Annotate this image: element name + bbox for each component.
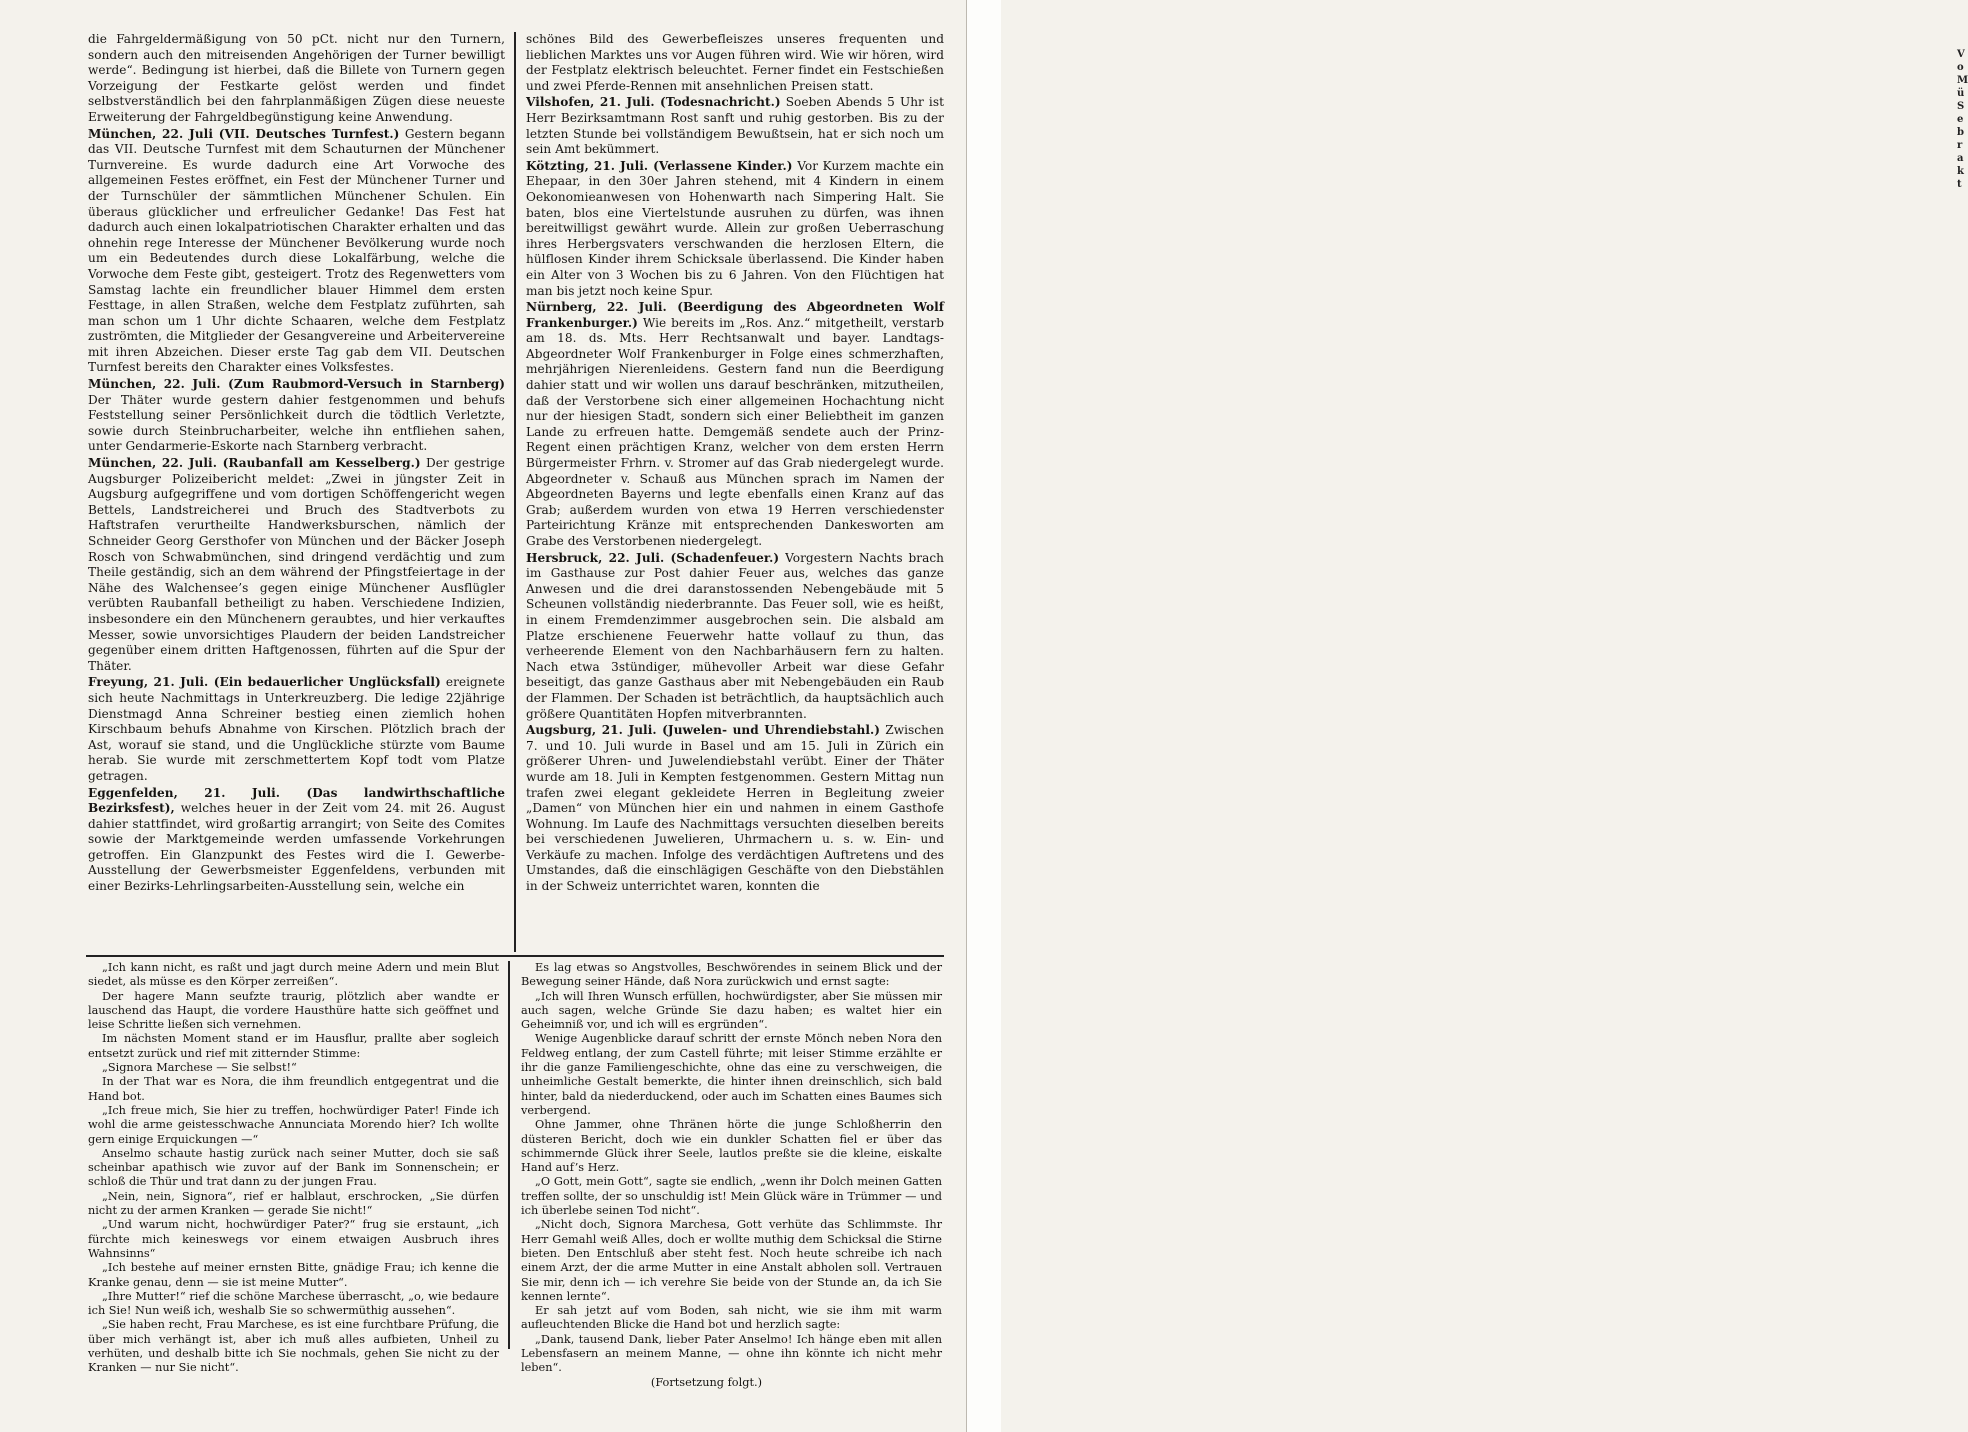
paragraph: „Ich freue mich, Sie hier zu treffen, hochwürdiger Pater! Finde ich wohl die arme geistesschwache Annunciata Morendo hier? Ich wollte gern einige Erquickungen —“ bbox=[88, 1103, 499, 1146]
paragraph: „Nicht doch, Signora Marchesa, Gott verhüte das Schlimmste. Ihr Herr Gemahl weiß Alles, doch er wollte muthig dem Schicksal die Stirne bieten. Den Entschluß aber steht fest. Noch heute schreibe ich nach einem Arzt, der die arme Mutter in eine Anstalt abholen soll. Vertrauen Sie mir, denn ich — ich verehre Sie beide von der Stunde an, da ich Sie kennen lernte“. bbox=[521, 1218, 942, 1303]
feuilleton-column-right bbox=[521, 961, 942, 1389]
paragraph: „Ich kann nicht, es raßt und jagt durch meine Adern und mein Blut siedet, als müsse es den Körper zerreißen“. bbox=[88, 961, 499, 989]
news-column-left bbox=[88, 32, 505, 954]
paragraph: „Und warum nicht, hochwürdiger Pater?“ frug sie erstaunt, „ich fürchte mich keineswegs vor einem etwaigen Ausbruch ihres Wahnsinns“ bbox=[88, 1218, 499, 1260]
paragraph: Wenige Augenblicke darauf schritt der ernste Mönch neben Nora den Feldweg entlang, der zum Castell führte; mit leiser Stimme erzählte er ihr die ganze Familiengeschichte, ohne das eine zu verschweigen, die unheimliche Gestalt bemerkte, die hinter ihnen dreinschlich, sich bald hinter, bald da niederduckend, oder auch im Schatten eines Baumes sich verbergend. bbox=[521, 1032, 942, 1117]
continued-note: (Fortsetzung folgt.) bbox=[650, 1375, 762, 1389]
article: Eggenfelden, 21. Juli. (Das landwirthschaftliche Bezirksfest), welches heuer in der Zeit vom 24. mit 26. August dahier stattfindet, wird großartig arrangirt; von Seite des Comites sowie der Marktgemeinde werden umfassende Vorkehrungen getroffen. Ein Glanzpunkt des Festes wird die I. Gewerbe-Ausstellung der Gewerbsmeister Eggenfeldens, verbunden mit einer Bezirks-Lehrlingsarbeiten-Ausstellung sein, welche ein bbox=[88, 785, 505, 894]
article: München, 22. Juli. (Zum Raubmord-Versuch in Starnberg) Der Thäter wurde gestern dahier festgenommen und behufs Feststellung seiner Persönlichkeit durch die tödtlich Verletzte, sowie durch Steinbrucharbeiter, welche ihn entfliehen sahen, unter Gendarmerie-Eskorte nach Starnberg verbracht. bbox=[88, 377, 505, 454]
paragraph: In der That war es Nora, die ihm freundlich entgegentrat und die Hand bot. bbox=[88, 1075, 499, 1103]
paragraph: Er sah jetzt auf vom Boden, sah nicht, wie sie ihm mit warm aufleuchtenden Blicke die Hand bot und herzlich sagte: bbox=[521, 1304, 942, 1332]
paragraph: „Ich will Ihren Wunsch erfüllen, hochwürdigster, aber Sie müssen mir auch sagen, welche Gründe Sie dazu haben; es waltet hier ein Geheimniß vor, und ich will es ergründen“. bbox=[521, 989, 942, 1032]
article: Hersbruck, 22. Juli. (Schadenfeuer.) Vorgestern Nachts brach im Gasthause zur Post dahier Feuer aus, welches das ganze Anwesen und die drei daranstossenden Nebengebäude mit 5 Scheunen vollständig niederbrannte. Das Feuer soll, wie es heißt, in einem Fremdenzimmer ausgebrochen sein. Die alsbald am Platze erschienene Feuerwehr hatte vollauf zu thun, das verheerende Element von den Nachbarhäusern fern zu halten. Nach etwa 3stündiger, mühevoller Arbeit war diese Gefahr beseitigt, das ganze Gasthaus aber mit Nebengebäuden ein Raub der Flammen. Der Schaden ist beträchtlich, da hauptsächlich auch größere Quantitäten Hopfen mitverbrannten. bbox=[526, 550, 944, 721]
article: Augsburg, 21. Juli. (Juwelen- und Uhrendiebstahl.) Zwischen 7. und 10. Juli wurde in Basel und am 15. Juli in Zürich ein größerer Uhren- und Juwelendiebstahl verübt. Einer der Thäter wurde am 18. Juli in Kempten festgenommen. Gestern Mittag nun trafen zwei elegant gekleidete Herren in Begleitung zweier „Damen“ von München hier ein und nahmen in einem Gasthofe Wohnung. Im Laufe des Nachmittags versuchten dieselben bereits bei verschiedenen Juwelieren, Uhrmachern u. s. w. Ein- und Verkäufe zu machen. Infolge des verdächtigen Auftretens und des Umstandes, daß die einschlägigen Geschäfte von den Diebstählen in der Schweiz unterrichtet waren, konnten die bbox=[526, 723, 944, 894]
feuilleton-column-left bbox=[88, 961, 499, 1375]
paragraph: „Nein, nein, Signora“, rief er halblaut, erschrocken, „Sie dürfen nicht zu der armen Kranken — gerade Sie nicht!“ bbox=[88, 1189, 499, 1218]
paragraph: Ohne Jammer, ohne Thränen hörte die junge Schloßherrin den düsteren Bericht, doch wie ein dunkler Schatten fiel er über das schimmernde Glück ihrer Seele, lautlos preßte sie die kleine, eiskalte Hand auf’s Herz. bbox=[521, 1118, 942, 1175]
paragraph: „Sie haben recht, Frau Marchese, es ist eine furchtbare Prüfung, die über mich verhängt ist, aber ich muß alles aufbieten, Unheil zu verhüten, und deshalb bitte ich Sie nochmals, gehen Sie nicht zu der Kranken — nur Sie nicht“. bbox=[88, 1318, 499, 1375]
article: schönes Bild des Gewerbefleiszes unseres frequenten und lieblichen Marktes uns vor Augen führen wird. Wie wir hören, wird der Festplatz elektrisch beleuchtet. Ferner findet ein Festschießen und zwei Pferde-Rennen mit ansehnlichen Preisen statt. bbox=[526, 32, 944, 93]
feuilleton-rule bbox=[86, 955, 944, 957]
paragraph: „O Gott, mein Gott“, sagte sie endlich, „wenn ihr Dolch meinen Gatten treffen sollte, der so unschuldig ist! Mein Glück wäre in Trümmer — und ich überlebe seinen Tod nicht“. bbox=[521, 1175, 942, 1218]
adjacent-page-edge bbox=[966, 0, 1968, 1432]
paragraph: Im nächsten Moment stand er im Hausflur, prallte aber sogleich entsetzt zurück und rief mit zitternder Stimme: bbox=[88, 1032, 499, 1060]
article: Kötzting, 21. Juli. (Verlassene Kinder.) Vor Kurzem machte ein Ehepaar, in den 30er Jahren stehend, mit 4 Kindern in einem Oekonomieanwesen von Hohenwarth nach Simpering Halt. Sie baten, blos eine Viertelstunde ausruhen zu dürfen, was ihnen bereitwilligst gewährt wurde. Allein zur großen Ueberraschung ihres Herbergsvaters verschwanden die herzlosen Eltern, die hülflosen Kinder ihrem Schicksale überlassend. Die Kinder haben ein Alter von 3 Wochen bis zu 6 Jahren. Von den Flüchtigen hat man bis jetzt noch keine Spur. bbox=[526, 158, 944, 298]
adjacent-page-text: Vo Mü Se bra kt bbox=[1957, 49, 1968, 190]
article: München, 22. Juli. (Raubanfall am Kesselberg.) Der gestrige Augsburger Polizeibericht meldet: „Zwei in jüngster Zeit in Augsburg aufgegriffene und vom dortigen Schöffengericht wegen Bettels, Landstreicherei und Bruch des Stadtverbots zu Haftstrafen verurtheilte Handwerksburschen, nämlich der Schneider Georg Gersthofer von München und der Bäcker Joseph Rosch von Schwabmünchen, sind dringend verdächtig und zum Theile geständig, sich an dem während der Pfingstfeiertage in der Nähe des Walchensee’s gegen einige Münchener Ausflügler verübten Raubanfall betheiligt zu haben. Verschiedene Indizien, insbesondere ein den Münchenern geraubtes, und hier verkauftes Messer, sowie unvorsichtiges Plaudern der beiden Landstreicher gegenüber einem dritten Haftgenossen, führten auf die Spur der Thäter. bbox=[88, 456, 506, 673]
paragraph: Anselmo schaute hastig zurück nach seiner Mutter, doch sie saß scheinbar apathisch wie zuvor auf der Bank im Sonnenschein; er schloß die Thür und trat dann zu der jungen Frau. bbox=[88, 1146, 499, 1189]
paragraph: „Ihre Mutter!“ rief die schöne Marchese überrascht, „o, wie bedaure ich Sie! Nun weiß ich, weshalb Sie so schwermüthig aussehen“. bbox=[88, 1289, 499, 1318]
feuilleton-divider bbox=[508, 961, 510, 1349]
paragraph: Der hagere Mann seufzte traurig, plötzlich aber wandte er lauschend das Haupt, die vordere Hausthüre hatte sich geöffnet und leise Schritte ließen sich vernehmen. bbox=[88, 989, 499, 1032]
paragraph: „Signora Marchese — Sie selbst!“ bbox=[102, 1061, 297, 1075]
article: Vilshofen, 21. Juli. (Todesnachricht.) Soeben Abends 5 Uhr ist Herr Bezirksamtmann Rost sanft und ruhig gestorben. Bis zu der letzten Stunde bei vollständigem Bewußtsein, hat er sich noch um sein Amt bekümmert. bbox=[526, 95, 944, 157]
article: Nürnberg, 22. Juli. (Beerdigung des Abgeordneten Wolf Frankenburger.) Wie bereits im „Ros. Anz.“ mitgetheilt, verstarb am 18. ds. Mts. Herr Rechtsanwalt und bayer. Landtags-Abgeordneter Wolf Frankenburger in Folge eines schmerzhaften, mehrjährigen Nierenleidens. Gestern fand nun die Beerdigung dahier statt und wir wollen uns darauf beschränken, mitzutheilen, daß der Verstorbene sich einer allgemeinen Hochachtung nicht nur der hiesigen Stadt, sondern sich einer Beliebtheit im ganzen Lande zu erfreuen hatte. Demgemäß sendete auch der Prinz-Regent einen prächtigen Kranz, welcher von dem ersten Herrn Bürgermeister Frhrn. v. Stromer auf das Grab niedergelegt wurde. Abgeordneter v. Schauß aus München sprach im Namen der Abgeordneten Bayerns und legte ebenfalls einen Kranz auf das Grab; außerdem wurden von etwa 19 Herren verschiedenster Parteirichtung Kränze mit entsprechenden Dankesworten am Grabe des Verstorbenen niedergelegt. bbox=[526, 300, 944, 548]
article: Freyung, 21. Juli. (Ein bedauerlicher Unglücksfall) ereignete sich heute Nachmittags in Unterkreuzberg. Die ledige 22jährige Dienstmagd Anna Schreiner bestieg einen ziemlich hohen Kirschbaum behufs Abnahme von Kirschen. Plötzlich brach der Ast, worauf sie stand, und die Unglückliche stürzte vom Baume herab. Sie wurde mit zerschmettertem Kopf todt vom Platze getragen. bbox=[88, 675, 505, 783]
article: die Fahrgeldermäßigung von 50 pCt. nicht nur den Turnern, sondern auch den mitreisenden Angehörigen der Turner bewilligt werde“. Bedingung ist hierbei, daß die Billete von Turnern gegen Vorzeigung der Festkarte gelöst werden und findet selbstverständlich bei den fahrplanmäßigen Zügen diese neueste Erweiterung der Fahrgeldbegünstigung keine Anwendung. bbox=[88, 32, 505, 124]
paragraph: Es lag etwas so Angstvolles, Beschwörendes in seinem Blick und der Bewegung seiner Hände, daß Nora zurückwich und ernst sagte: bbox=[521, 961, 942, 989]
article: München, 22. Juli (VII. Deutsches Turnfest.) Gestern begann das VII. Deutsche Turnfest mit dem Schauturnen der Münchener Turnvereine. Es wurde dadurch eine Art Vorwoche des allgemeinen Festes eröffnet, ein Fest der Münchener Turner und der Turnschüler der sämmtlichen Münchener Schulen. Ein überaus glücklicher und erfreulicher Gedanke! Das Fest hat dadurch auch einen lokalpatriotischen Charakter erhalten und das ohnehin rege Interesse der Münchener Bevölkerung wurde noch um ein Bedeutendes durch diese Lokalfärbung, welche die Vorwoche dem Feste gibt, gesteigert. Trotz des Regenwetters vom Samstag lachte ein freundlicher blauer Himmel dem ersten Festtage, in allen Straßen, welche dem Festplatz zuführten, sah man schon um 1 Uhr dichte Schaaren, welche dem Festplatz zuströmten, die Mitglieder der Gesangvereine und Arbeitervereine mit ihren Abzeichen. Dieser erste Tag gab dem VII. Deutschen Turnfest bereits den Charakter eines Volksfestes. bbox=[88, 126, 505, 375]
news-column-right bbox=[526, 32, 944, 954]
paragraph: „Ich bestehe auf meiner ernsten Bitte, gnädige Frau; ich kenne die Kranke genau, denn — sie ist meine Mutter“. bbox=[88, 1261, 499, 1289]
paragraph: „Dank, tausend Dank, lieber Pater Anselmo! Ich hänge eben mit allen Lebensfasern an meinem Manne, — ohne ihn könnte ich nicht mehr leben“. bbox=[521, 1332, 942, 1375]
column-divider bbox=[514, 32, 516, 952]
